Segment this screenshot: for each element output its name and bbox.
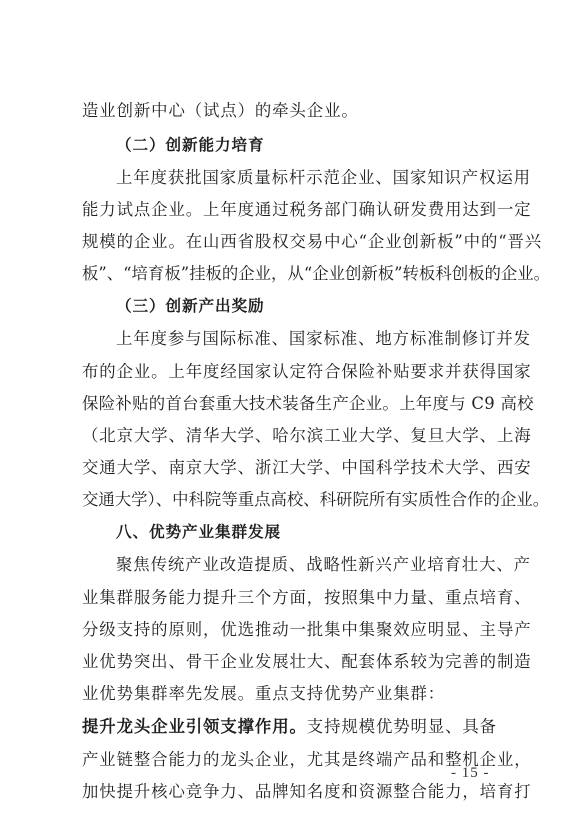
body-line: （北京大学、清华大学、哈尔滨工业大学、复旦大学、上海 bbox=[82, 426, 532, 445]
body-line: 加快提升核心竞争力、品牌知名度和资源整合能力，培育打 bbox=[82, 782, 532, 801]
body-run: 支持规模优势明显、具备 bbox=[306, 717, 497, 736]
body-line: 聚焦传统产业改造提质、战略性新兴产业培育壮大、产 bbox=[116, 555, 531, 574]
body-line: 业优势突出、骨干企业发展壮大、配套体系较为完善的制造 bbox=[82, 652, 532, 671]
chapter-heading: 八、优势产业集群发展 bbox=[116, 523, 281, 541]
body-line: 上年度参与国际标准、国家标准、地方标准制修订并发 bbox=[116, 329, 531, 348]
body-line: 规模的企业。在山西省股权交易中心“企业创新板”中的“晋兴 bbox=[82, 232, 543, 251]
body-line: 保险补贴的首台套重大技术装备生产企业。上年度与 C9 高校 bbox=[82, 394, 534, 413]
body-line: 产业链整合能力的龙头企业，尤其是终端产品和整机企业， bbox=[82, 750, 532, 769]
body-line: 板”、“培育板”挂板的企业，从“企业创新板”转板科创板的企业。 bbox=[82, 264, 551, 283]
body-line: 交通大学）、中科院等重点高校、科研院所有实质性合作的企业。 bbox=[82, 490, 550, 509]
body-line: 分级支持的原则，优选推动一批集中集聚效应明显、主导产 bbox=[82, 620, 532, 639]
bold-lead-phrase: 提升龙头企业引领支撑作用。 bbox=[82, 717, 307, 736]
body-line: 上年度获批国家质量标杆示范企业、国家知识产权运用 bbox=[116, 168, 531, 187]
body-line-mixed bbox=[82, 714, 498, 740]
section-heading: （二）创新能力培育 bbox=[116, 136, 265, 154]
body-line: 交通大学、南京大学、浙江大学、中国科学技术大学、西安 bbox=[82, 458, 532, 477]
body-line: 业集群服务能力提升三个方面，按照集中力量、重点培育、 bbox=[82, 588, 532, 607]
body-line: 造业创新中心（试点）的牵头企业。 bbox=[82, 101, 359, 120]
body-line: 业优势集群率先发展。重点支持优势产业集群： bbox=[82, 684, 446, 703]
body-line: 能力试点企业。上年度通过税务部门确认研发费用达到一定 bbox=[82, 200, 532, 219]
section-heading: （三）创新产出奖励 bbox=[116, 297, 265, 315]
body-line: 布的企业。上年度经国家认定符合保险补贴要求并获得国家 bbox=[82, 362, 532, 381]
page-number: - 15 - bbox=[451, 765, 490, 781]
